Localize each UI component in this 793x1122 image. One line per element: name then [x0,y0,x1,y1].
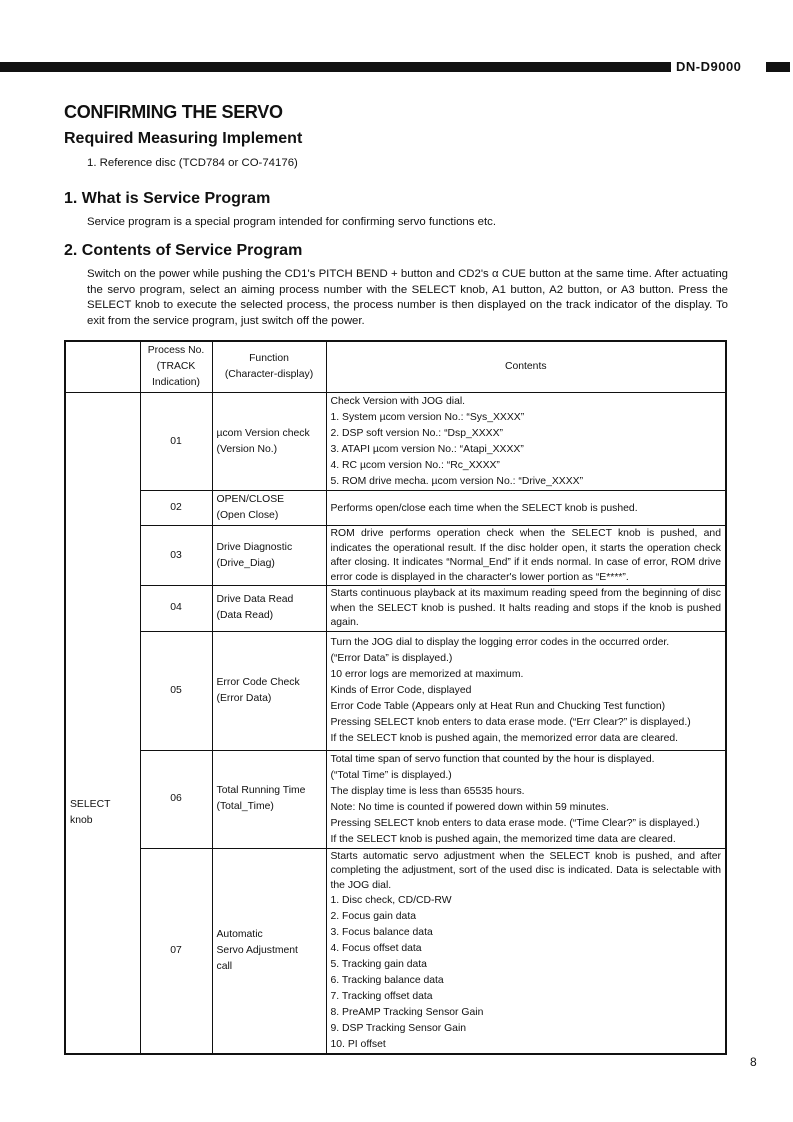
text-line: Pressing SELECT knob enters to data erase mode. (“Err Clear?” is displayed.) [330,717,691,728]
contents-cell [326,631,726,750]
function-cell [212,393,326,491]
text-line: 10 error logs are memorized at maximum. [330,669,524,680]
text-line: (Open Close) [216,510,279,521]
function-cell [212,526,326,586]
section1-text: Service program is a special program intended for confirming servo functions etc. [87,216,496,228]
section2-text: Switch on the power while pushing the CD1's PITCH BEND + button and CD2's α CUE button at the same time. After actuating the servo program, select an aiming process number with the SELECT knob, A1 button, A2 button, or A3 button. Press the SELECT knob to execute the selected process, the process number is then displayed on the track indicator of the display. To exit from the service program, just switch off the power. [87,268,728,327]
text-line: Kinds of Error Code, displayed [330,685,472,696]
header-rule-end [766,62,790,72]
header-blank [65,341,140,393]
text-line: (Character-display) [224,369,314,380]
text-line: 4. RC µcom version No.: “Rc_XXXX” [330,460,500,471]
header-rule [0,62,671,72]
text-line: The display time is less than 65535 hours. [330,785,525,797]
text-line: 9. DSP Tracking Sensor Gain [330,1023,467,1034]
text-line: (“Total Time” is displayed.) [330,769,452,781]
table-row [65,491,726,526]
process-number: 06 [140,750,212,848]
required-item: 1. Reference disc (TCD784 or CO-74176) [87,157,298,169]
text-line: 3. Focus balance data [330,927,433,938]
text-line: (Error Data) [216,692,272,704]
text-line: Drive Data Read [216,594,294,606]
process-number: 07 [140,848,212,1054]
text-line: 3. ATAPI µcom version No.: “Atapi_XXXX” [330,444,524,455]
table-row [65,631,726,750]
contents-cell [326,526,726,586]
contents-cell [326,750,726,848]
header-function [212,341,326,393]
text-line: (Total_Time) [216,801,274,812]
table-row [65,393,726,491]
text-line: 4. Focus offset data [330,943,422,954]
text-line: (Version No.) [216,443,278,455]
text-line: Drive Diagnostic [216,541,293,553]
text-line: If the SELECT knob is pushed again, the memorized time data are cleared. [330,833,676,845]
text-line: Process No. [147,345,205,356]
text-line: Check Version with JOG dial. [330,396,466,407]
text-line: call [216,960,233,972]
group-label: SELECT knob [65,393,140,1055]
text-line: If the SELECT knob is pushed again, the memorized error data are cleared. [330,733,679,744]
text-line: 8. PreAMP Tracking Sensor Gain [330,1007,484,1018]
contents-cell [326,393,726,491]
table-row [65,750,726,848]
process-number: 05 [140,631,212,750]
function-cell [212,848,326,1054]
contents-cell [326,586,726,632]
process-number: 02 [140,491,212,526]
text-line: (“Error Data” is displayed.) [330,653,453,664]
table-row [65,848,726,1054]
contents-paragraph: Starts automatic servo adjustment when the SELECT knob is pushed, and after completing the adjustment, sort of the used disc is indicated. Data is selectable with the JOG dial. [330,850,721,891]
heading-required: Required Measuring Implement [64,130,303,147]
contents-cell [326,848,726,1054]
text-line: Automatic [216,928,263,940]
text-line: Pressing SELECT knob enters to data erase mode. (“Time Clear?” is displayed.) [330,817,700,829]
text-line: Error Code Table (Appears only at Heat Run and Chucking Test function) [330,701,666,712]
text-line: Servo Adjustment [216,944,298,956]
text-line: 2. Focus gain data [330,911,416,922]
text-line: OPEN/CLOSE [216,494,285,505]
process-number: 01 [140,393,212,491]
text-line: 1. System µcom version No.: “Sys_XXXX” [330,412,525,423]
page-number: 8 [750,1055,757,1069]
text-line: Performs open/close each time when the SELECT knob is pushed. [330,502,638,514]
header-process [140,341,212,393]
text-line: Error Code Check [216,676,300,688]
text-line: 7. Tracking offset data [330,991,433,1002]
text-line: Total time span of servo function that counted by the hour is displayed. [330,753,655,765]
text-line: (TRACK [156,361,196,372]
text-line: µcom Version check [216,427,310,439]
text-line: Turn the JOG dial to display the logging error codes in the occurred order. [330,637,670,648]
text-line: 10. PI offset [330,1039,386,1050]
process-number: 04 [140,586,212,632]
text-line: 1. Disc check, CD/CD-RW [330,895,452,906]
text-line: 6. Tracking balance data [330,975,444,986]
text-line: 5. ROM drive mecha. µcom version No.: “Drive_XXXX” [330,476,584,487]
header-contents: Contents [326,341,726,393]
text-line: (Data Read) [216,610,274,622]
text-line: Note: No time is counted if powered down within 59 minutes. [330,801,609,813]
table-row [65,526,726,586]
process-number: 03 [140,526,212,586]
text-line: 5. Tracking gain data [330,959,427,970]
table-header-row [65,341,726,393]
text-line: 2. DSP soft version No.: “Dsp_XXXX” [330,428,503,439]
heading-section1: 1. What is Service Program [64,190,271,207]
function-cell [212,491,326,526]
contents-paragraph: Starts continuous playback at its maximum reading speed from the beginning of disc when the SELECT knob is pushed. It halts reading and stops if the knob is pushed again. [330,588,721,628]
function-cell [212,631,326,750]
text-line: Indication) [152,377,200,388]
text-line: Total Running Time [216,785,306,796]
heading-section2: 2. Contents of Service Program [64,242,303,259]
contents-paragraph: ROM drive performs operation check when the SELECT knob is pushed, and indicates the operational result. If the disc holder open, it starts the operation check after closing. It indicates “Normal_End” if it ends normal. In case of error, ROM drive error code is displayed in the character's lower portion as “E****”. [330,528,721,583]
contents-cell [326,491,726,526]
function-cell [212,750,326,848]
table-row [65,586,726,632]
page-title: CONFIRMING THE SERVO [64,102,283,122]
text-line: Function [249,353,289,364]
text-line: (Drive_Diag) [216,557,275,569]
service-program-table [64,340,727,1055]
function-cell [212,586,326,632]
model-label: DN-D9000 [676,59,742,74]
